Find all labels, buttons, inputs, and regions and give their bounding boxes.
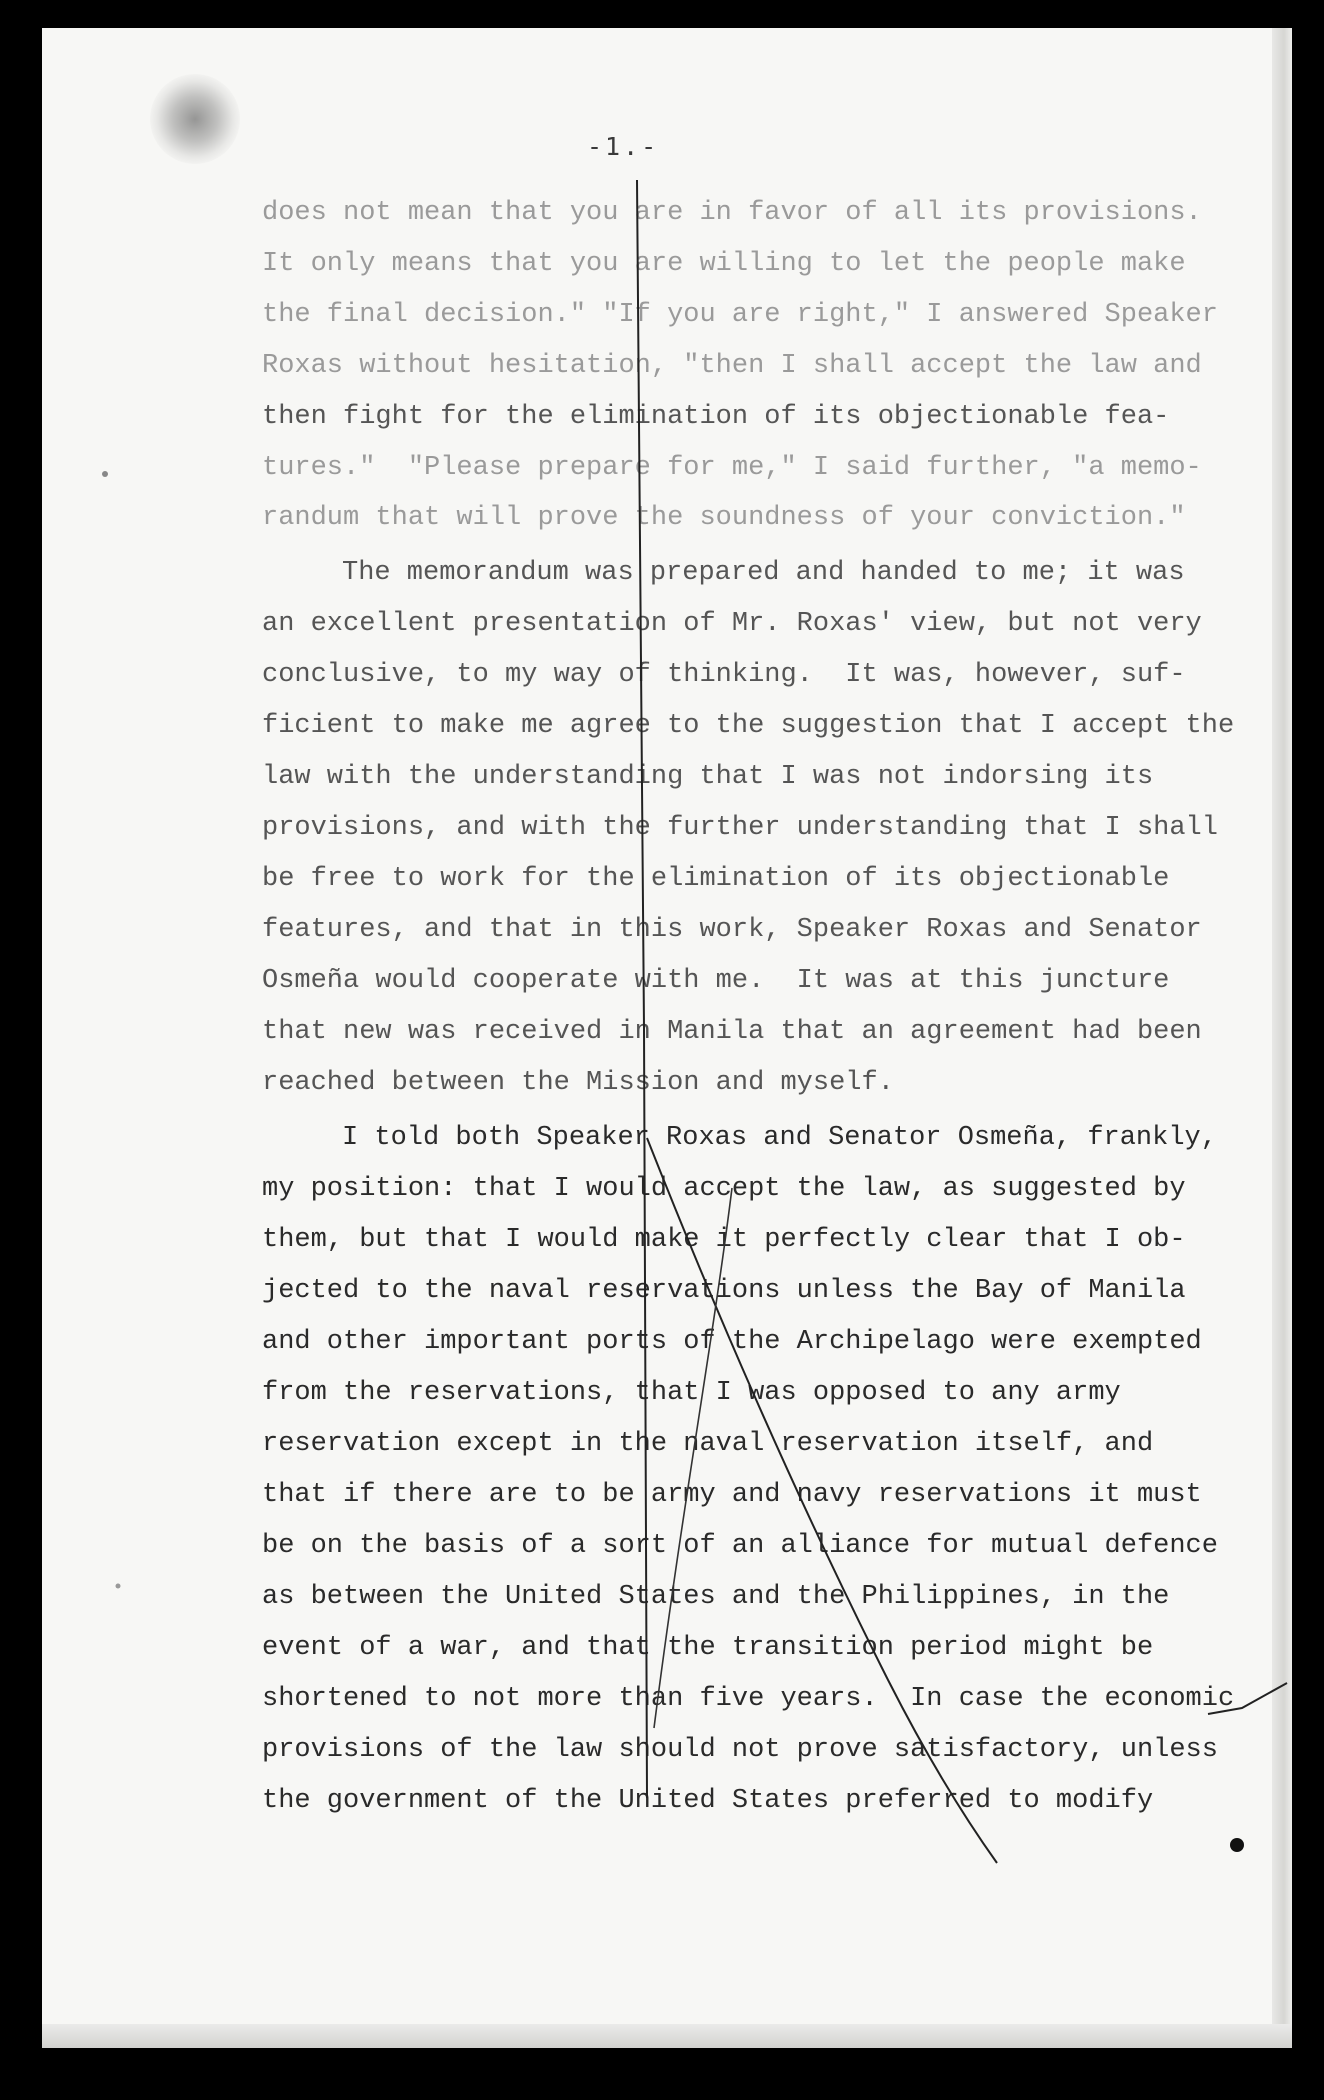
text-line: does not mean that you are in favor of all its provisions. — [262, 198, 1202, 228]
text-line: shortened to not more than five years. In case the economic — [262, 1684, 1235, 1714]
text-line: ficient to make me agree to the suggestion that I accept the — [262, 711, 1235, 741]
text-line: jected to the naval reservations unless the Bay of Manila — [262, 1276, 1186, 1306]
typed-text-body — [42, 28, 1292, 2048]
text-line: randum that will prove the soundness of your conviction." — [262, 503, 1186, 533]
text-line: that new was received in Manila that an agreement had been — [262, 1017, 1202, 1047]
text-line: be free to work for the elimination of its objectionable — [262, 864, 1170, 894]
text-line: my position: that I would accept the law, as suggested by — [262, 1174, 1186, 1204]
text-line: reached between the Mission and myself. — [262, 1068, 894, 1098]
text-line: Roxas without hesitation, "then I shall accept the law and — [262, 351, 1202, 381]
text-line: then fight for the elimination of its objectionable fea- — [262, 402, 1170, 432]
text-line: features, and that in this work, Speaker Roxas and Senator — [262, 915, 1202, 945]
text-line: an excellent presentation of Mr. Roxas' view, but not very — [262, 609, 1202, 639]
text-line: them, but that I would make it perfectly clear that I ob- — [262, 1225, 1186, 1255]
text-line: reservation except in the naval reservation itself, and — [262, 1429, 1154, 1459]
text-line: as between the United States and the Philippines, in the — [262, 1582, 1170, 1612]
paragraph-start-line: I told both Speaker Roxas and Senator Osmeña, frankly, — [342, 1123, 1217, 1153]
text-line: and other important ports of the Archipelago were exempted — [262, 1327, 1202, 1357]
text-line: the government of the United States preferred to modify — [262, 1786, 1154, 1816]
document-page — [42, 28, 1292, 2048]
text-line: event of a war, and that the transition period might be — [262, 1633, 1154, 1663]
text-line: be on the basis of a sort of an alliance for mutual defence — [262, 1531, 1218, 1561]
text-line: the final decision." "If you are right," I answered Speaker — [262, 300, 1218, 330]
text-line: conclusive, to my way of thinking. It was, however, suf- — [262, 660, 1186, 690]
text-line: tures." "Please prepare for me," I said further, "a memo- — [262, 453, 1202, 483]
page-number: -1.- — [587, 132, 660, 161]
text-line: It only means that you are willing to let the people make — [262, 249, 1186, 279]
text-line: law with the understanding that I was not indorsing its — [262, 762, 1154, 792]
text-line: Osmeña would cooperate with me. It was at this juncture — [262, 966, 1170, 996]
text-line: provisions of the law should not prove satisfactory, unless — [262, 1735, 1218, 1765]
text-line: from the reservations, that I was opposed to any army — [262, 1378, 1121, 1408]
text-line: that if there are to be army and navy reservations it must — [262, 1480, 1202, 1510]
paragraph-start-line: The memorandum was prepared and handed to me; it was — [342, 558, 1185, 588]
text-line: provisions, and with the further understanding that I shall — [262, 813, 1218, 843]
